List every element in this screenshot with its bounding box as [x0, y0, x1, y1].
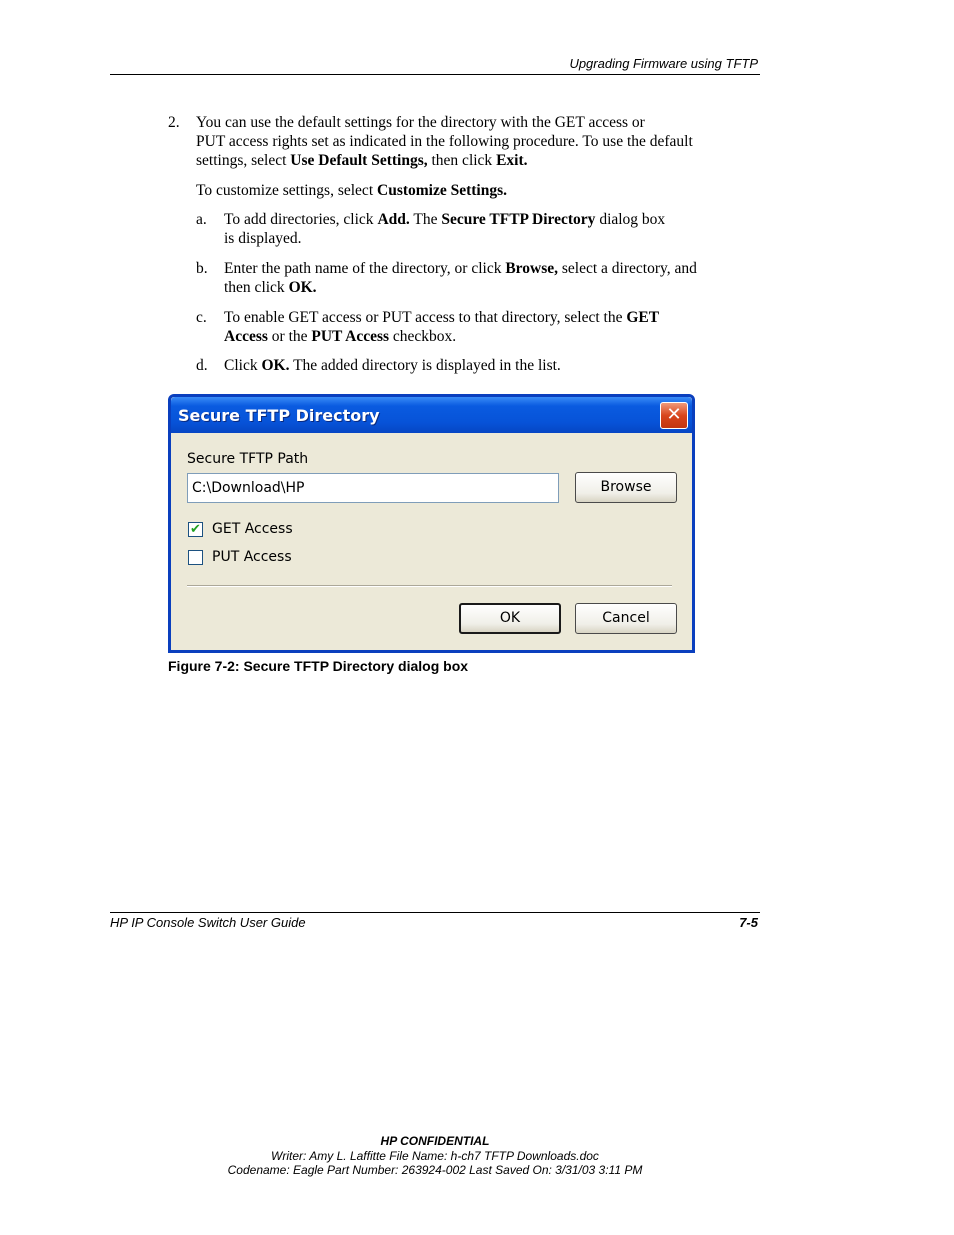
step-line-3: [196, 151, 756, 170]
dialog-titlebar[interactable]: [171, 397, 692, 433]
check-mark-icon: ✔: [190, 522, 201, 537]
substep-c-letter: c.: [196, 309, 207, 326]
bold-run: OK.: [261, 357, 290, 374]
substep-b-letter: b.: [196, 260, 208, 277]
bold-run: Use Default Settings,: [290, 152, 428, 169]
path-label: Secure TFTP Path: [187, 451, 309, 467]
step-number: 2.: [168, 114, 180, 131]
bold-run: Secure TFTP Directory: [441, 211, 596, 228]
substep-b-line-2: [224, 278, 754, 297]
codename-line: Codename: Eagle Part Number: 263924-002 Last Saved On: 3/31/03 3:11 PM: [227, 1163, 643, 1177]
substep-a-line-2: is displayed.: [224, 230, 302, 247]
figure-caption: Figure 7-2: Secure TFTP Directory dialog box: [168, 658, 469, 674]
ok-button[interactable]: OK: [459, 603, 561, 634]
text-run: To customize settings, select: [196, 182, 377, 199]
text-run: dialog box: [595, 211, 666, 228]
running-header: Upgrading Firmware using TFTP: [569, 56, 758, 71]
substep-b-line-1: [224, 259, 754, 278]
confidential-label: HP CONFIDENTIAL: [380, 1134, 490, 1148]
substep-b-text: [224, 259, 754, 297]
writer-line: Writer: Amy L. Laffitte File Name: h-ch7 TFTP Downloads.doc: [271, 1149, 599, 1163]
substep-c-line-1: [224, 308, 754, 327]
header-rule: [110, 74, 760, 75]
text-run: checkbox.: [389, 328, 457, 345]
footer-page-number: 7-5: [739, 915, 758, 930]
bold-run: Customize Settings.: [377, 182, 508, 199]
step-line-1: You can use the default settings for the directory with the GET access or: [196, 114, 645, 131]
text-run: then click: [224, 279, 289, 296]
text-run: Click: [224, 357, 262, 374]
path-input[interactable]: C:\Download\HP: [187, 473, 559, 503]
get-access-label[interactable]: GET Access: [212, 521, 293, 537]
substep-d-letter: d.: [196, 357, 208, 374]
text-run: select a directory, and: [558, 260, 697, 277]
step-paragraph: [196, 113, 756, 170]
footer-guide-title: HP IP Console Switch User Guide: [110, 915, 306, 930]
footer-rule: [110, 912, 760, 913]
text-run: To enable GET access or PUT access to that directory, select the: [224, 309, 627, 326]
text-run: Enter the path name of the directory, or click: [224, 260, 506, 277]
substep-c-line-2: [224, 327, 754, 346]
bold-run: Browse,: [505, 260, 558, 277]
substep-a-line-1: [224, 210, 754, 229]
text-run: then click: [427, 152, 497, 169]
secure-tftp-directory-dialog: [168, 394, 695, 653]
put-access-checkbox[interactable]: [188, 550, 203, 565]
step-line-2: PUT access rights set as indicated in the following procedure. To use the default: [196, 133, 693, 150]
dialog-title: Secure TFTP Directory: [178, 406, 380, 425]
text-run: To add directories, click: [224, 211, 378, 228]
substep-c-text: [224, 308, 754, 346]
text-run: or the: [267, 328, 312, 345]
bold-run: PUT Access: [311, 328, 390, 345]
cancel-button[interactable]: Cancel: [575, 603, 677, 634]
bold-run: GET: [626, 309, 660, 326]
browse-button[interactable]: Browse: [575, 472, 677, 503]
text-run: The: [409, 211, 442, 228]
dialog-separator: [187, 585, 672, 587]
text-run: settings, select: [196, 152, 291, 169]
substep-a-letter: a.: [196, 211, 207, 228]
get-access-checkbox[interactable]: [188, 522, 203, 537]
substep-a-text: [224, 210, 754, 248]
close-icon[interactable]: ✕: [660, 402, 688, 429]
bold-run: Access: [224, 328, 268, 345]
bold-run: OK.: [288, 279, 317, 296]
bold-run: Exit.: [496, 152, 528, 169]
text-run: The added directory is displayed in the list.: [289, 357, 561, 374]
customize-paragraph: [196, 181, 756, 200]
bold-run: Add.: [377, 211, 410, 228]
put-access-label[interactable]: PUT Access: [212, 549, 292, 565]
substep-d-text: [224, 356, 754, 375]
